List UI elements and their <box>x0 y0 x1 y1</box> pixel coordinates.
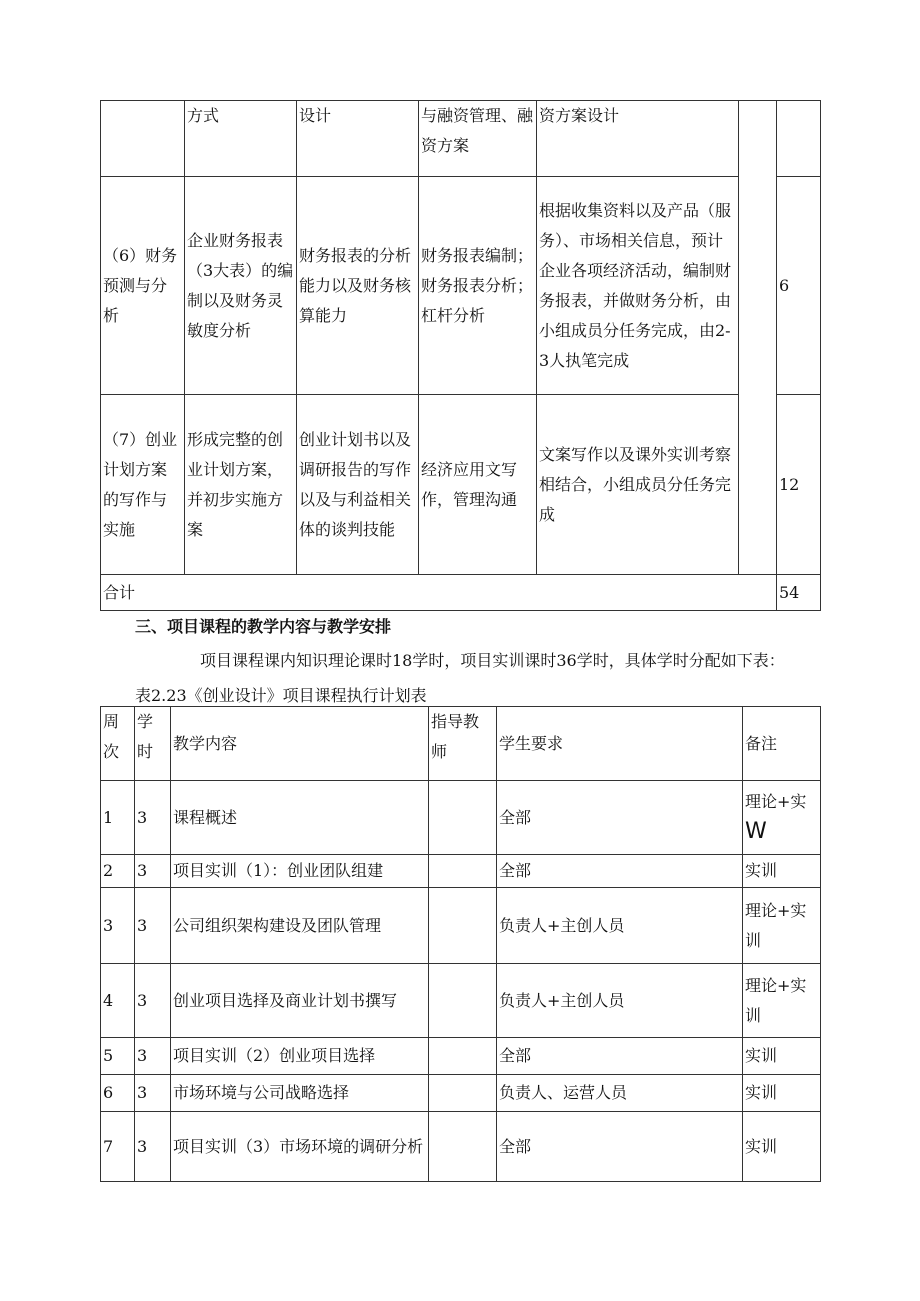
requirement-cell: 全部 <box>497 855 743 888</box>
course-module-table <box>100 100 821 611</box>
header-week: 周次 <box>101 707 135 781</box>
module-cell <box>101 101 185 177</box>
table-row <box>101 781 821 855</box>
ability-cell: 财务报表的分析能力以及财务核算能力 <box>297 177 419 395</box>
note-text: 理论+实 <box>745 792 807 811</box>
week-cell: 5 <box>101 1038 135 1075</box>
requirement-cell: 负责人+主创人员 <box>497 888 743 964</box>
note-cell <box>743 781 821 855</box>
week-cell: 3 <box>101 888 135 964</box>
requirement-cell: 负责人+主创人员 <box>497 964 743 1038</box>
hours-cell: 3 <box>135 1112 171 1182</box>
hours-cell: 6 <box>777 177 821 395</box>
header-hours: 学时 <box>135 707 171 781</box>
module-cell: （7）创业计划方案的写作与实施 <box>101 395 185 575</box>
schedule-table <box>100 706 821 1182</box>
table-row <box>101 1112 821 1182</box>
table-row <box>101 888 821 964</box>
header-content: 教学内容 <box>171 707 429 781</box>
note-cell: 实训 <box>743 1112 821 1182</box>
total-value: 54 <box>777 575 821 611</box>
teacher-cell <box>429 1075 497 1112</box>
hours-cell: 3 <box>135 1075 171 1112</box>
teacher-cell <box>429 781 497 855</box>
content-cell: 市场环境与公司战略选择 <box>171 1075 429 1112</box>
task-cell: 文案写作以及课外实训考察相结合，小组成员分任务完成 <box>537 395 739 575</box>
table-row <box>101 575 821 611</box>
week-cell: 1 <box>101 781 135 855</box>
hours-cell: 3 <box>135 1038 171 1075</box>
note-cell: 实训 <box>743 855 821 888</box>
teacher-cell <box>429 1038 497 1075</box>
hours-cell: 3 <box>135 855 171 888</box>
note-cell: 实训 <box>743 1075 821 1112</box>
table-row <box>101 964 821 1038</box>
table-row <box>101 395 821 575</box>
knowledge-cell: 经济应用文写作，管理沟通 <box>419 395 537 575</box>
total-label: 合计 <box>101 575 777 611</box>
table-row <box>101 1038 821 1075</box>
week-cell: 6 <box>101 1075 135 1112</box>
teacher-cell <box>429 888 497 964</box>
content-cell: 企业财务报表（3大表）的编制以及财务灵敏度分析 <box>185 177 297 395</box>
table-row <box>101 177 821 395</box>
note-cell: 实训 <box>743 1038 821 1075</box>
requirement-cell: 全部 <box>497 781 743 855</box>
teacher-cell <box>429 1112 497 1182</box>
note-cell: 理论+实训 <box>743 888 821 964</box>
table-row <box>101 1075 821 1112</box>
hours-cell: 3 <box>135 964 171 1038</box>
hours-cell <box>777 101 821 177</box>
week-cell: 2 <box>101 855 135 888</box>
content-cell: 课程概述 <box>171 781 429 855</box>
content-cell: 方式 <box>185 101 297 177</box>
header-requirement: 学生要求 <box>497 707 743 781</box>
module-cell: （6）财务预测与分析 <box>101 177 185 395</box>
body-paragraph: 项目课程课内知识理论课时18学时，项目实训课时36学时，具体学时分配如下表： <box>200 651 785 670</box>
content-cell: 项目实训（2）创业项目选择 <box>171 1038 429 1075</box>
content-cell: 形成完整的创业计划方案，并初步实施方案 <box>185 395 297 575</box>
note-text-extra: W <box>745 819 767 844</box>
hours-cell: 12 <box>777 395 821 575</box>
task-cell: 资方案设计 <box>537 101 739 177</box>
ability-cell: 设计 <box>297 101 419 177</box>
note-cell: 理论+实训 <box>743 964 821 1038</box>
content-cell: 项目实训（3）市场环境的调研分析 <box>171 1112 429 1182</box>
week-cell: 4 <box>101 964 135 1038</box>
ability-cell: 创业计划书以及调研报告的写作以及与利益相关体的谈判技能 <box>297 395 419 575</box>
knowledge-cell: 财务报表编制；财务报表分析；杠杆分析 <box>419 177 537 395</box>
blank-cell <box>739 101 777 575</box>
teacher-cell <box>429 855 497 888</box>
table-row <box>101 101 821 177</box>
teacher-cell <box>429 964 497 1038</box>
hours-cell: 3 <box>135 888 171 964</box>
table-header-row <box>101 707 821 781</box>
table-row <box>101 855 821 888</box>
week-cell: 7 <box>101 1112 135 1182</box>
requirement-cell: 负责人、运营人员 <box>497 1075 743 1112</box>
content-cell: 项目实训（1）：创业团队组建 <box>171 855 429 888</box>
requirement-cell: 全部 <box>497 1038 743 1075</box>
table-caption: 表2.23《创业设计》项目课程执行计划表 <box>135 686 427 705</box>
requirement-cell: 全部 <box>497 1112 743 1182</box>
header-teacher: 指导教师 <box>429 707 497 781</box>
content-cell: 创业项目选择及商业计划书撰写 <box>171 964 429 1038</box>
knowledge-cell: 与融资管理、融资方案 <box>419 101 537 177</box>
hours-cell: 3 <box>135 781 171 855</box>
section-heading: 三、项目课程的教学内容与教学安排 <box>135 617 392 636</box>
header-note: 备注 <box>743 707 821 781</box>
content-cell: 公司组织架构建设及团队管理 <box>171 888 429 964</box>
task-cell: 根据收集资料以及产品（服务）、市场相关信息，预计企业各项经济活动，编制财务报表，并做财务分析，由小组成员分任务完成，由2-3人执笔完成 <box>537 177 739 395</box>
